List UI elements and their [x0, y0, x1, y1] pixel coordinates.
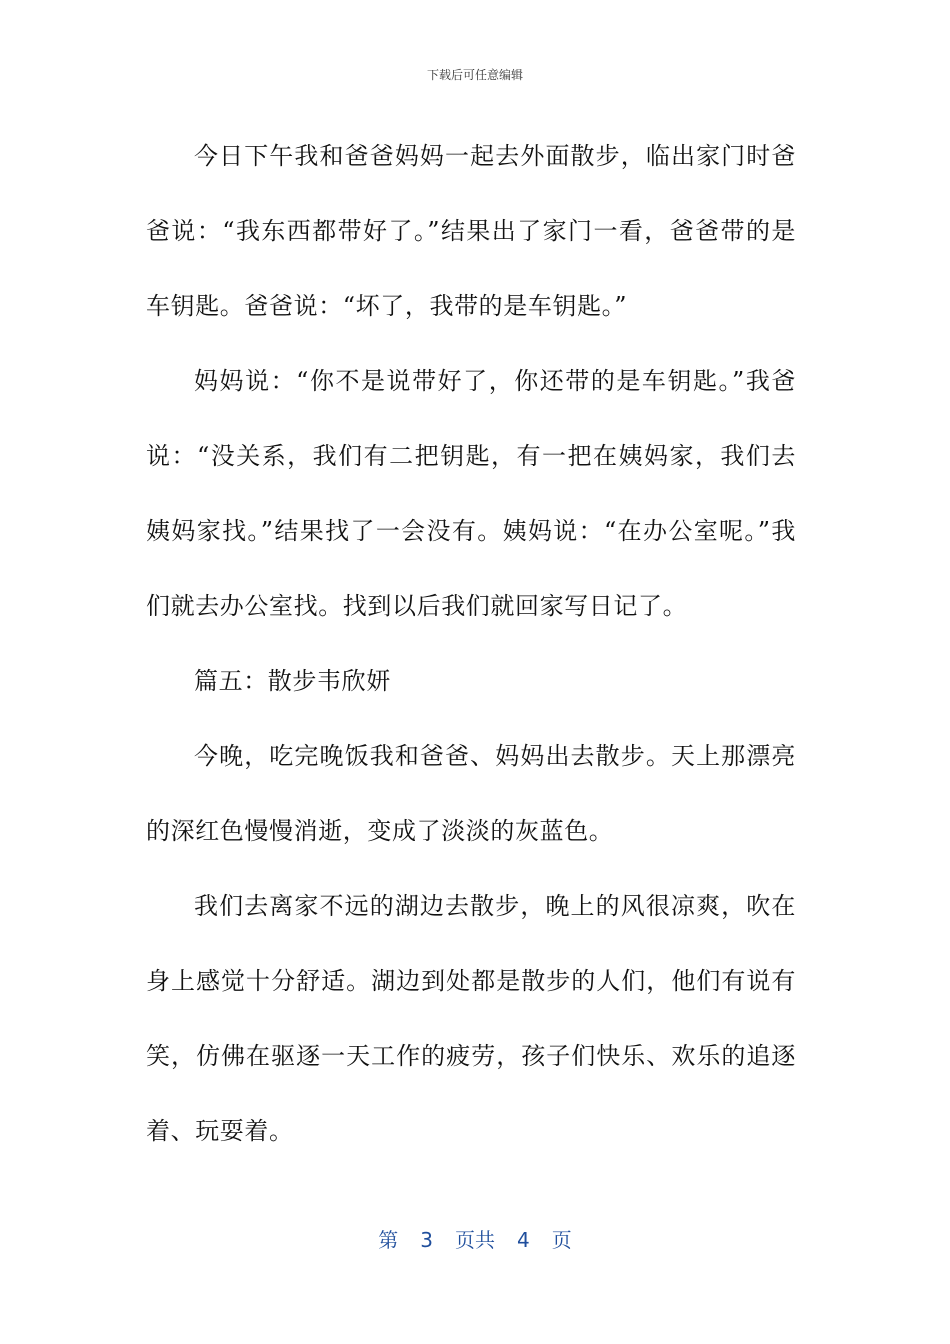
paragraph: 我们去离家不远的湖边去散步，晚上的风很凉爽，吹在身上感觉十分舒适。湖边到处都是散步的人们，他们有说有笑，仿佛在驱逐一天工作的疲劳，孩子们快乐、欢乐的追逐着、玩耍着。	[146, 892, 796, 1145]
paragraph: 今日下午我和爸爸妈妈一起去外面散步，临出家门时爸爸说：“我东西都带好了。”结果出了家门一看，爸爸带的是车钥匙。爸爸说：“坏了，我带的是车钥匙。”	[146, 142, 796, 320]
footer-suffix: 页	[551, 1228, 572, 1252]
page-footer	[0, 1224, 950, 1253]
footer-prefix: 第	[378, 1228, 399, 1252]
current-page-number: 3	[420, 1228, 433, 1252]
total-page-number: 4	[517, 1228, 530, 1252]
paragraph: 今晚，吃完晚饭我和爸爸、妈妈出去散步。天上那漂亮的深红色慢慢消逝，变成了淡淡的灰蓝色。	[146, 742, 796, 845]
footer-middle: 页共	[455, 1228, 495, 1252]
section-heading: 篇五：散步韦欣妍	[194, 667, 391, 695]
paragraph: 妈妈说：“你不是说带好了，你还带的是车钥匙。”我爸说：“没关系，我们有二把钥匙，有一把在姨妈家，我们去姨妈家找。”结果找了一会没有。姨妈说：“在办公室呢。”我们就去办公室找。找到以后我们就回家写日记了。	[146, 367, 796, 620]
document-body	[146, 119, 796, 1169]
page-header-note: 下载后可任意编辑	[426, 68, 523, 82]
